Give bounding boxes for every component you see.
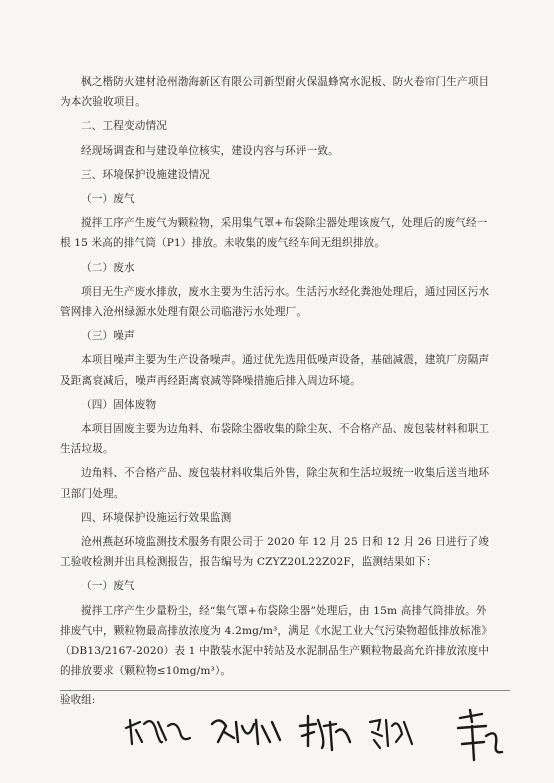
solid-waste-disposal-paragraph: 边角料、不合格产品、废包装材料收集后外售，除尘灰和生活垃圾统一收集后送当地环卫部门处理。: [60, 467, 490, 500]
section-heading-facilities: 三、环境保护设施建设情况: [81, 168, 210, 181]
waste-gas-paragraph: 搅拌工序产生废气为颗粒物，采用集气罩+布袋除尘器处理该废气，处理后的废气经一根 15 米高的排气筒（P1）排放。未收集的废气经车间无组织排放。: [60, 217, 488, 250]
monitoring-gas-paragraph: 搅拌工序产生少量粉尘，经“集气罩+布袋除尘器”处理后，由 15m 高排气筒排放。外排废气中，颗粒物最高排放浓度为 4.2mg/m³，满足《水泥工业大气污染物超低排放标准》（DB13/2167-2020）表 1 中散装水泥中转站及水泥制品生产颗粒物最高允许排放浓度中的排放要求（颗粒物≤10mg/m³）。: [60, 604, 493, 678]
signature-4: [366, 712, 418, 762]
signature-1: [122, 712, 194, 762]
signature-5: [452, 708, 508, 758]
subheading-waste-gas: （一）废气: [81, 193, 135, 206]
subheading-monitoring-gas: （一）废气: [81, 580, 135, 593]
changes-paragraph: 经现场调查和与建设单位核实，建设内容与环评一致。: [81, 144, 339, 157]
signature-2: [208, 712, 288, 762]
solid-waste-paragraph: 本项目固废主要为边角料、布袋除尘器收集的除尘灰、不合格产品、废包装材料和职工生活垃圾。: [60, 423, 490, 456]
noise-paragraph: 本项目噪声主要为生产设备噪声。通过优先选用低噪声设备，基础减震，建筑厂房隔声及距离衰减后，噪声再经距离衰减等降噪措施后排入周边环境。: [60, 354, 490, 387]
acceptance-group-label: 验收组:: [60, 694, 96, 706]
subheading-solid-waste: （四）固体废物: [81, 398, 157, 411]
waste-water-paragraph: 项目无生产废水排放，废水主要为生活污水。生活污水经化粪池处理后，通过园区污水管网排入沧州绿源水处理有限公司临港污水处理厂。: [60, 285, 490, 319]
monitoring-paragraph: 沧州燕赵环境监测技术服务有限公司于 2020 年 12 月 25 日和 12 月 26 日进行了竣工验收检测并出具检测报告，报告编号为 CZYZ20L22Z02F，监测结果如下：: [60, 536, 489, 569]
section-heading-monitoring: 四、环境保护设施运行效果监测: [81, 511, 232, 524]
intro-paragraph: 枫之楷防火建材沧州渤海新区有限公司新型耐火保温蜂窝水泥板、防火卷帘门生产项目为本次验收项目。: [60, 76, 490, 109]
document-body: [60, 72, 496, 681]
subheading-waste-water: （二）废水: [81, 261, 135, 274]
subheading-noise: （三）噪声: [81, 330, 135, 343]
footer-divider: [60, 690, 510, 691]
section-heading-changes: 二、工程变动情况: [81, 120, 167, 133]
signature-3: [296, 712, 356, 762]
